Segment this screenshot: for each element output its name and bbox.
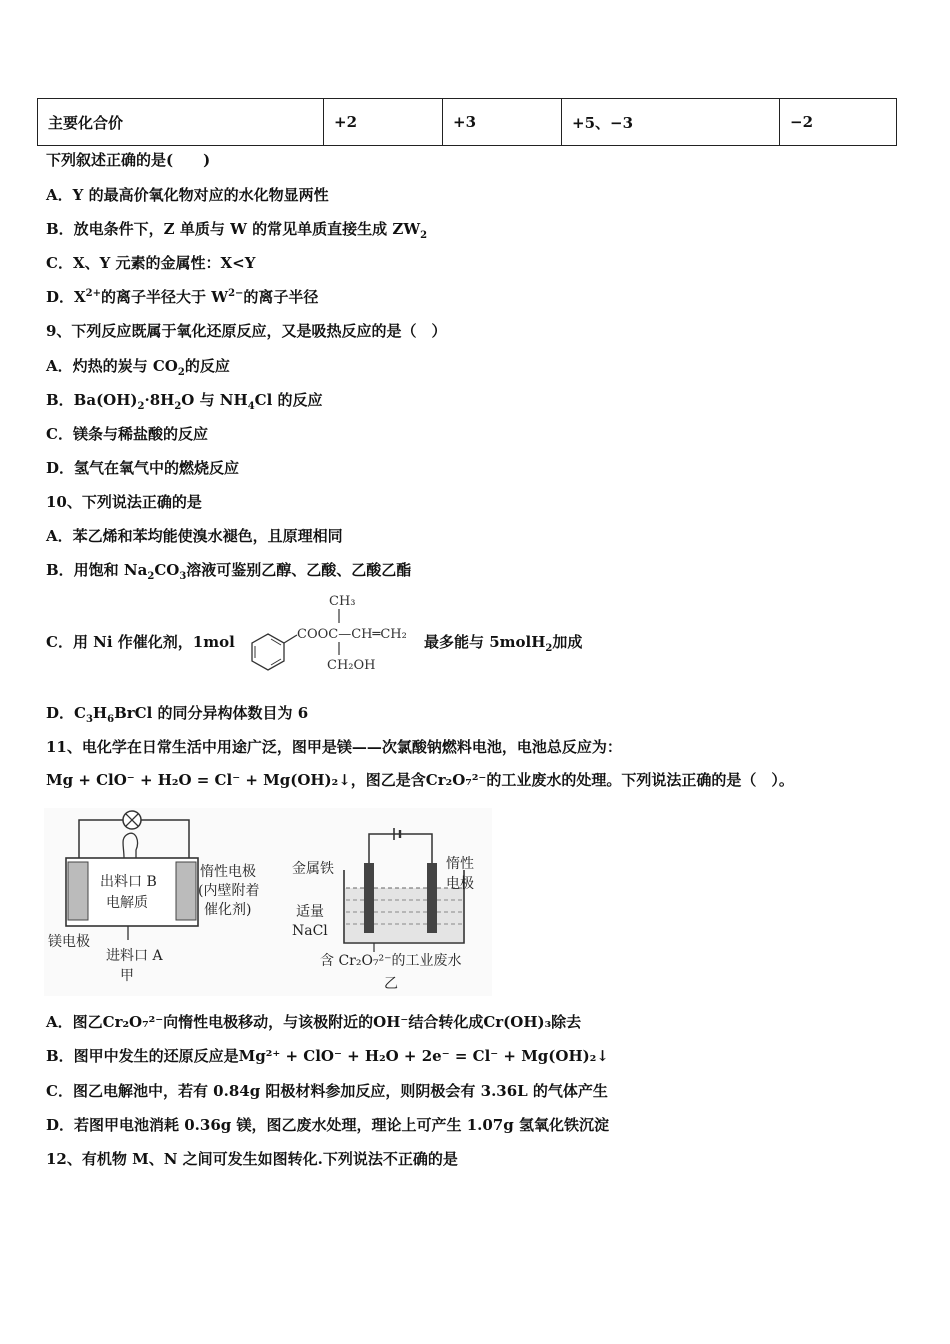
subscript: 2: [147, 571, 155, 582]
q11-option-a: A．图乙Cr₂O₇²⁻向惰性电极移动，与该极附近的OH⁻结合转化成Cr(OH)₃除去: [46, 1013, 582, 1031]
table-cell: +5、−3: [562, 99, 780, 146]
q9-option-a: [46, 356, 230, 376]
structure-chain: COOC—CH═CH₂: [297, 627, 407, 642]
inert-label-1: 惰性电极: [200, 864, 256, 880]
subscript: 2: [420, 230, 428, 241]
valence-table: [37, 98, 897, 146]
table-row: [38, 99, 897, 146]
option-text: CO: [154, 561, 180, 579]
option-text: D．C: [46, 704, 86, 722]
structure-bottom-group: CH₂OH: [327, 658, 376, 673]
option-text: B．Ba(OH): [46, 391, 138, 409]
q10-option-a: A．苯乙烯和苯均能使溴水褪色，且原理相同: [46, 527, 343, 545]
inlet-label: 进料口 A: [106, 948, 163, 964]
subscript: 4: [247, 401, 255, 412]
table-label-cell: 主要化合价: [38, 99, 324, 146]
option-letter: A．: [46, 186, 73, 204]
inert-label-2: (内壁附着: [198, 883, 260, 899]
q9-stem: 9、下列反应既属于氧化还原反应，又是吸热反应的是（ ）: [46, 322, 447, 340]
subscript: 2: [137, 401, 145, 412]
option-text: 加成: [552, 633, 583, 651]
mg-electrode-label: 镁电极: [48, 934, 90, 950]
q9-option-b: [46, 390, 323, 410]
option-text: D．X: [46, 288, 86, 306]
structural-formula: [240, 592, 425, 674]
subscript: 3: [85, 714, 93, 725]
nacl-label-1: 适量: [296, 904, 324, 920]
superscript: 2+: [85, 288, 101, 299]
nacl-label-2: NaCl: [292, 923, 328, 939]
figure-yi-caption: 乙: [384, 976, 398, 992]
option-text: 最多能与 5molH: [424, 633, 546, 651]
q11-equation: Mg + ClO⁻ + H₂O = Cl⁻ + Mg(OH)₂↓，图乙是含Cr₂O₇²⁻的工业废水的处理。下列说法正确的是（ ）。: [46, 771, 794, 789]
option-text: 的离子半径大于 W: [101, 288, 229, 306]
structure-top-group: CH₃: [329, 594, 356, 609]
subscript: 2: [177, 367, 185, 378]
q8-option-a: [46, 185, 329, 205]
option-text: 的离子半径: [243, 288, 319, 306]
ring-to-ester-bond: [284, 635, 297, 643]
q10-option-b: [46, 560, 411, 580]
inert-electrode: [176, 862, 196, 920]
table-cell: −2: [780, 99, 897, 146]
option-text: A．灼热的炭与 CO: [46, 357, 178, 375]
q10-option-c-suffix: [424, 632, 582, 652]
subscript: 2: [545, 643, 553, 654]
q8-option-d: [46, 287, 318, 307]
q10-option-d: [46, 703, 308, 723]
q8-option-c: C．X、Y 元素的金属性：X<Y: [46, 254, 256, 272]
q8-stem: 下列叙述正确的是( ): [46, 151, 211, 169]
mg-electrode: [68, 862, 88, 920]
q9-option-c: C．镁条与稀盐酸的反应: [46, 425, 208, 443]
subscript: 6: [107, 714, 115, 725]
q9-option-d: D．氢气在氧气中的燃烧反应: [46, 459, 240, 477]
iron-label: 金属铁: [292, 861, 334, 877]
q11-option-c: C．图乙电解池中，若有 0.84g 阳极材料参加反应，则阴极会有 3.36L 的气体产生: [46, 1082, 608, 1100]
q11-stem: 11、电化学在日常生活中用途广泛，图甲是镁——次氯酸钠燃料电池，电池总反应为：: [46, 738, 622, 756]
subscript: 2: [174, 401, 182, 412]
option-text: Cl 的反应: [254, 391, 323, 409]
option-text: B．用饱和 Na: [46, 561, 148, 579]
option-text: 的反应: [184, 357, 230, 375]
superscript: 2−: [228, 288, 244, 299]
option-text: ·8H: [144, 391, 175, 409]
option-text: O 与 NH: [181, 391, 248, 409]
figure-jia-caption: 甲: [120, 968, 134, 984]
outlet-label: 出料口 B: [100, 874, 157, 890]
inert-label-yi-2: 电极: [446, 876, 474, 892]
subscript: 3: [179, 571, 187, 582]
q8-option-b: [46, 219, 427, 239]
benzene-ring: [252, 634, 284, 670]
q11-option-d: D．若图甲电池消耗 0.36g 镁，图乙废水处理，理论上可产生 1.07g 氢氧化铁沉淀: [46, 1116, 609, 1134]
electrochem-figure: [44, 808, 492, 996]
option-text: Y 的最高价氧化物对应的水化物显两性: [72, 186, 329, 204]
q11-option-b: B．图甲中发生的还原反应是Mg²⁺ + ClO⁻ + H₂O + 2e⁻ = Cl⁻ + Mg(OH)₂↓: [46, 1047, 609, 1065]
waste-label: 含 Cr₂O₇²⁻的工业废水: [320, 953, 462, 969]
q10-option-c-prefix: C．用 Ni 作催化剂，1mol: [46, 633, 235, 651]
iron-electrode: [364, 863, 374, 933]
q12-stem: 12、有机物 M、N 之间可发生如图转化.下列说法不正确的是: [46, 1150, 458, 1168]
option-text: BrCl 的同分异构体数目为 6: [114, 704, 309, 722]
option-text: B．放电条件下，Z 单质与 W 的常见单质直接生成 ZW: [46, 220, 421, 238]
solution: [345, 888, 463, 942]
table-cell: +2: [324, 99, 443, 146]
table-cell: +3: [443, 99, 562, 146]
inert-electrode-yi: [427, 863, 437, 933]
electrolyte-label: 电解质: [106, 895, 148, 911]
option-text: H: [92, 704, 108, 722]
option-text: 溶液可鉴别乙醇、乙酸、乙酸乙酯: [186, 561, 412, 579]
q10-stem: 10、下列说法正确的是: [46, 493, 202, 511]
inert-label-3: 催化剂): [204, 902, 252, 918]
inert-label-yi-1: 惰性: [446, 856, 474, 872]
